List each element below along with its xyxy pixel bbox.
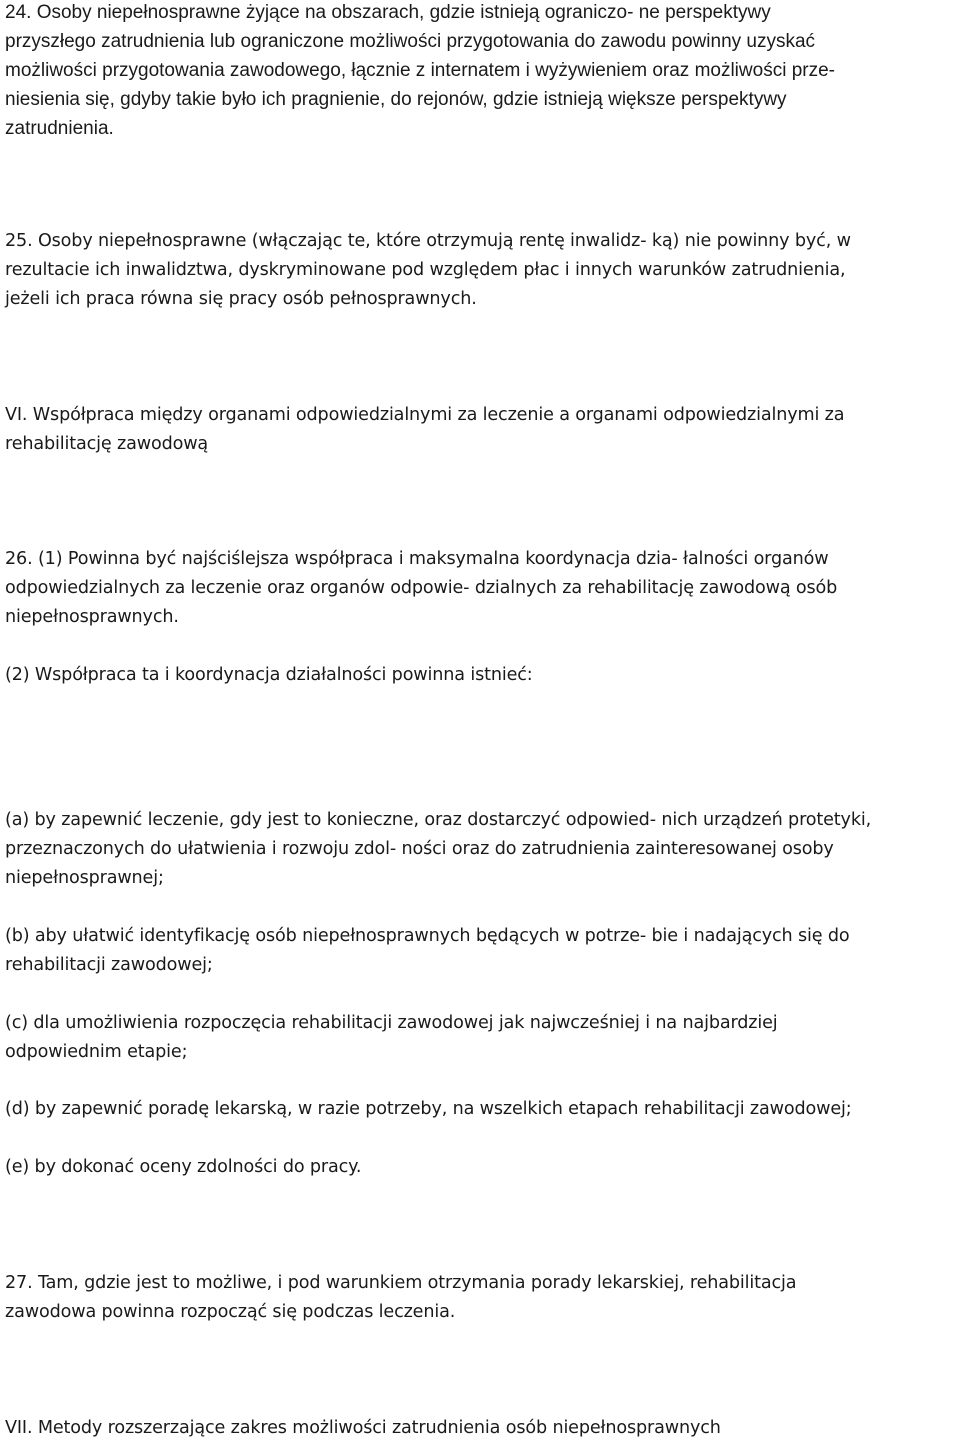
text-line: rehabilitacji zawodowej;: [5, 955, 213, 975]
paragraph-26-2: [5, 661, 957, 690]
text-line: zatrudnienia.: [5, 118, 114, 139]
paragraph-25: [5, 227, 957, 314]
paragraph-27: [5, 1269, 957, 1327]
text-line: jeżeli ich praca równa się pracy osób pełnosprawnych.: [5, 289, 477, 309]
text-line: (2) Współpraca ta i koordynacja działalności powinna istnieć:: [5, 665, 533, 685]
text-line: 26. (1) Powinna być najściślejsza współpraca i maksymalna koordynacja dzia- łalności organów: [5, 549, 829, 569]
section-heading-vii: [5, 1414, 957, 1443]
text-line: rehabilitację zawodową: [5, 434, 209, 454]
text-line: odpowiedzialnych za leczenie oraz organów odpowie- dzialnych za rehabilitację zawodową osób: [5, 578, 838, 598]
list-item-e: [5, 1153, 957, 1182]
text-line: odpowiednim etapie;: [5, 1042, 188, 1062]
text-line: (c) dla umożliwienia rozpoczęcia rehabilitacji zawodowej jak najwcześniej i na najbardziej: [5, 1013, 778, 1033]
text-line: przeznaczonych do ułatwienia i rozwoju zdol- ności oraz do zatrudnienia zainteresowanej osoby: [5, 839, 834, 859]
section-heading-vi: [5, 401, 957, 459]
list-item-a: [5, 806, 957, 893]
paragraph-26-1: [5, 545, 957, 632]
list-item-b: [5, 922, 957, 980]
text-line: niesienia się, gdyby takie było ich pragnienie, do rejonów, gdzie istnieją większe perspektywy: [5, 89, 787, 110]
text-line: zawodowa powinna rozpocząć się podczas leczenia.: [5, 1302, 456, 1322]
text-line: (e) by dokonać oceny zdolności do pracy.: [5, 1157, 362, 1177]
text-line: 27. Tam, gdzie jest to możliwe, i pod warunkiem otrzymania porady lekarskiej, rehabilitacja: [5, 1273, 797, 1293]
list-item-c: [5, 1009, 957, 1067]
text-line: (d) by zapewnić poradę lekarską, w razie potrzeby, na wszelkich etapach rehabilitacji zawodowej;: [5, 1099, 852, 1119]
text-line: (b) aby ułatwić identyfikację osób niepełnosprawnych będących w potrze- bie i nadających się do: [5, 926, 850, 946]
text-line: niepełnosprawnych.: [5, 607, 179, 627]
text-line: 25. Osoby niepełnosprawne (włączając te, które otrzymują rentę inwalidz- ką) nie powinny być, w: [5, 231, 851, 251]
text-line: VI. Współpraca między organami odpowiedzialnymi za leczenie a organami odpowiedzialnymi za: [5, 405, 845, 425]
text-line: (a) by zapewnić leczenie, gdy jest to konieczne, oraz dostarczyć odpowied- nich urządzeń protetyki,: [5, 810, 872, 830]
paragraph-24: [5, 0, 957, 143]
text-line: VII. Metody rozszerzające zakres możliwości zatrudnienia osób niepełnosprawnych: [5, 1418, 721, 1438]
text-line: możliwości przygotowania zawodowego, łącznie z internatem i wyżywieniem oraz możliwości prze-: [5, 60, 835, 81]
text-line: przyszłego zatrudnienia lub ograniczone możliwości przygotowania do zawodu powinny uzyskać: [5, 31, 816, 52]
text-line: rezultacie ich inwalidztwa, dyskryminowane pod względem płac i innych warunków zatrudnienia,: [5, 260, 846, 280]
text-line: niepełnosprawnej;: [5, 868, 164, 888]
list-item-d: [5, 1095, 957, 1124]
text-line: 24. Osoby niepełnosprawne żyjące na obszarach, gdzie istnieją ograniczo- ne perspektywy: [5, 2, 771, 23]
